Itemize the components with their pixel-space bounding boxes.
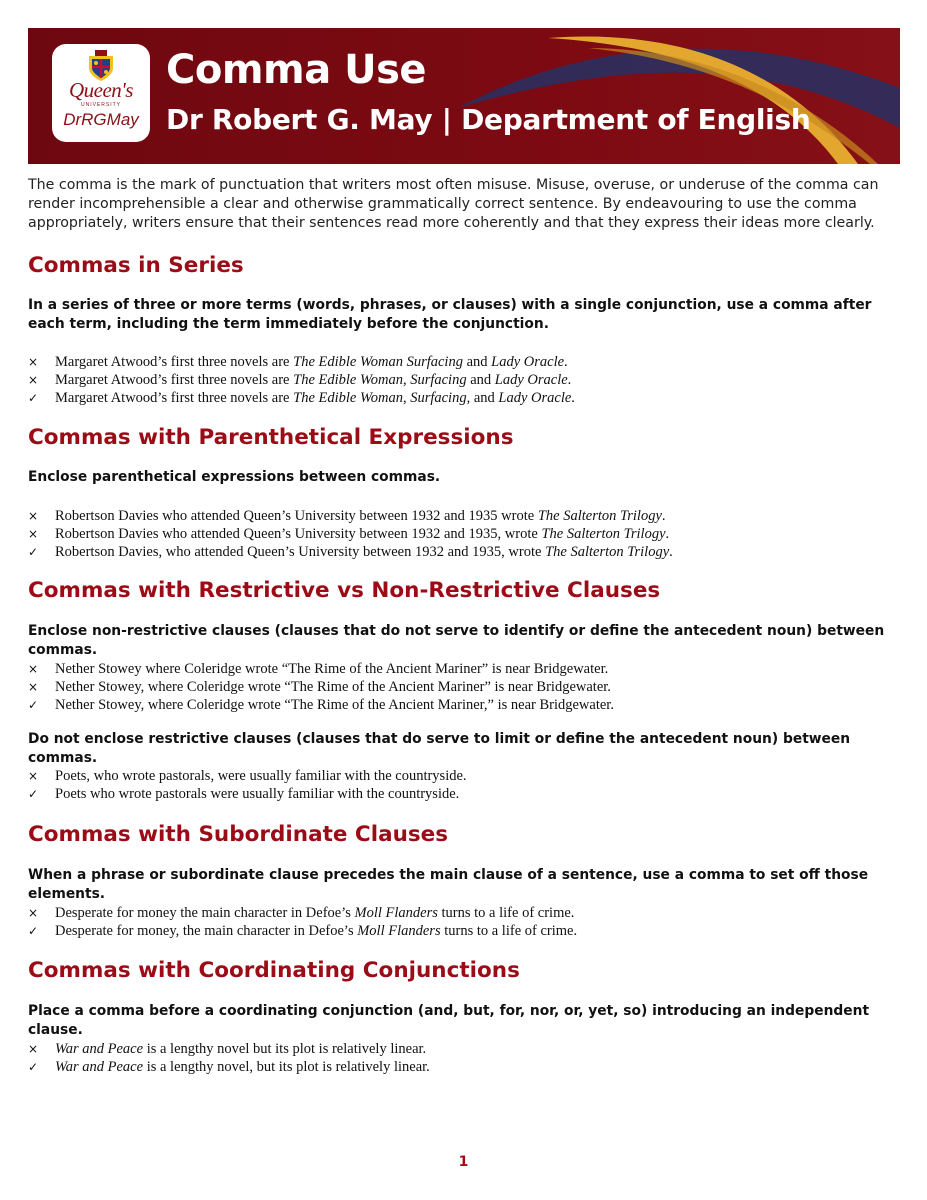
intro-paragraph: The comma is the mark of punctuation that writers most often misuse. Misuse, overuse, or underuse of the comma can render incomprehensible a clear and otherwise grammatically correct sentence. By endeavouring to use the comma appropriately, writers ensure that their sentences read more coherently and that they express their ideas more clearly. bbox=[28, 177, 879, 231]
cross-icon: × bbox=[28, 509, 39, 523]
section-subordinate bbox=[28, 821, 900, 939]
example-list bbox=[28, 904, 900, 940]
example-text: . bbox=[665, 526, 670, 542]
check-icon: ✓ bbox=[28, 545, 39, 559]
example-list bbox=[28, 1040, 900, 1076]
example-text: . bbox=[661, 508, 666, 524]
incorrect-example bbox=[28, 660, 900, 678]
incorrect-example bbox=[28, 767, 900, 785]
example-text: Nether Stowey where Coleridge wrote “The Rime of the Ancient Mariner” is near Bridgewater. bbox=[55, 661, 609, 677]
cross-icon: × bbox=[28, 906, 39, 920]
example-text: Robertson Davies who attended Queen’s University between 1932 and 1935 wrote bbox=[55, 508, 538, 524]
page-title: Comma Use bbox=[166, 47, 427, 93]
example-list bbox=[28, 767, 900, 803]
incorrect-example bbox=[28, 353, 900, 371]
section-commas-in-series bbox=[28, 252, 900, 406]
work-title: Lady Oracle bbox=[498, 390, 572, 406]
check-icon: ✓ bbox=[28, 787, 39, 801]
rule-text: Enclose non-restrictive clauses (clauses that do not serve to identify or define the antecedent noun) between commas. bbox=[28, 623, 885, 658]
example-text: . bbox=[669, 544, 673, 560]
work-title: Surfacing bbox=[410, 372, 467, 388]
example-text: , bbox=[402, 390, 411, 406]
cross-icon: × bbox=[28, 680, 39, 694]
example-text: Margaret Atwood’s first three novels are bbox=[55, 390, 294, 406]
cross-icon: × bbox=[28, 769, 39, 783]
example-text: turns to a life of crime. bbox=[440, 923, 578, 939]
work-title: Lady Oracle bbox=[491, 354, 565, 370]
work-title: War and Peace bbox=[55, 1041, 144, 1057]
section-heading: Commas with Restrictive vs Non-Restrictive Clauses bbox=[28, 578, 661, 603]
cross-icon: × bbox=[28, 1042, 39, 1056]
work-title: The Edible Woman Surfacing bbox=[293, 354, 463, 370]
incorrect-example bbox=[28, 371, 900, 389]
logo-wordmark: Queen's bbox=[69, 78, 133, 102]
section-heading: Commas with Coordinating Conjunctions bbox=[28, 958, 520, 983]
rule-text: Place a comma before a coordinating conjunction (and, but, for, nor, or, yet, so) introducing an independent clause. bbox=[28, 1003, 870, 1038]
check-icon: ✓ bbox=[28, 391, 39, 405]
example-text: and bbox=[462, 354, 492, 370]
work-title: Lady Oracle bbox=[494, 372, 568, 388]
example-text: Poets, who wrote pastorals, were usually familiar with the countryside. bbox=[55, 768, 467, 784]
work-title: Moll Flanders bbox=[357, 923, 441, 939]
check-icon: ✓ bbox=[28, 924, 39, 938]
work-title: The Salterton Trilogy bbox=[537, 508, 662, 524]
example-text: , bbox=[402, 372, 411, 388]
work-title: The Salterton Trilogy bbox=[545, 544, 670, 560]
work-title: The Edible Woman bbox=[293, 372, 403, 388]
example-text: Robertson Davies who attended Queen’s University between 1932 and 1935, wrote bbox=[55, 526, 542, 542]
example-list bbox=[28, 660, 900, 714]
example-text: . bbox=[564, 354, 568, 370]
section-coordinating bbox=[28, 957, 900, 1075]
incorrect-example bbox=[28, 678, 900, 696]
example-list bbox=[28, 353, 900, 407]
incorrect-example bbox=[28, 525, 900, 543]
example-text: turns to a life of crime. bbox=[437, 905, 575, 921]
cross-icon: × bbox=[28, 662, 39, 676]
swoosh-decoration bbox=[28, 28, 900, 164]
cross-icon: × bbox=[28, 527, 39, 541]
work-title: Surfacing bbox=[410, 390, 467, 406]
example-text: Nether Stowey, where Coleridge wrote “The Rime of the Ancient Mariner,” is near Bridgewater. bbox=[55, 697, 614, 713]
rule-text: In a series of three or more terms (words, phrases, or clauses) with a single conjunction, use a comma after each term, including the term immediately before the conjunction. bbox=[28, 297, 872, 332]
check-icon: ✓ bbox=[28, 1060, 39, 1074]
example-text: , and bbox=[466, 390, 499, 406]
section-restrictive bbox=[28, 577, 900, 802]
example-text: . bbox=[567, 372, 572, 388]
correct-example bbox=[28, 696, 900, 714]
correct-example bbox=[28, 543, 900, 561]
cross-icon: × bbox=[28, 373, 39, 387]
section-heading: Commas in Series bbox=[28, 253, 244, 278]
example-text: Robertson Davies, who attended Queen’s University between 1932 and 1935, wrote bbox=[55, 544, 546, 560]
example-text: . bbox=[571, 390, 575, 406]
work-title: The Edible Woman bbox=[293, 390, 403, 406]
check-icon: ✓ bbox=[28, 698, 39, 712]
section-heading: Commas with Parenthetical Expressions bbox=[28, 425, 514, 450]
incorrect-example bbox=[28, 507, 900, 525]
example-text: Margaret Atwood’s first three novels are bbox=[55, 372, 294, 388]
cross-icon: × bbox=[28, 355, 39, 369]
example-text: Margaret Atwood’s first three novels are bbox=[55, 354, 294, 370]
page-subtitle: Dr Robert G. May | Department of English bbox=[166, 103, 811, 136]
correct-example bbox=[28, 1058, 900, 1076]
rule-text: Enclose parenthetical expressions between commas. bbox=[28, 469, 441, 485]
example-text: and bbox=[466, 372, 495, 388]
example-list bbox=[28, 507, 900, 561]
work-title: Moll Flanders bbox=[354, 905, 438, 921]
work-title: War and Peace bbox=[55, 1059, 144, 1075]
work-title: The Salterton Trilogy bbox=[541, 526, 666, 542]
correct-example bbox=[28, 785, 900, 803]
rule-text: When a phrase or subordinate clause precedes the main clause of a sentence, use a comma to set off those elements. bbox=[28, 867, 869, 902]
incorrect-example bbox=[28, 904, 900, 922]
example-text: Poets who wrote pastorals were usually familiar with the countryside. bbox=[55, 786, 460, 802]
rule-text: Do not enclose restrictive clauses (clauses that do serve to limit or define the antecedent noun) between commas. bbox=[28, 731, 851, 766]
correct-example bbox=[28, 389, 900, 407]
logo-handle: DrRGMay bbox=[63, 110, 139, 129]
university-logo bbox=[52, 44, 150, 142]
page-number: 1 bbox=[458, 1154, 469, 1170]
section-parenthetical bbox=[28, 424, 900, 560]
example-text: is a lengthy novel, but its plot is relatively linear. bbox=[143, 1059, 430, 1075]
example-text: is a lengthy novel but its plot is relatively linear. bbox=[143, 1041, 427, 1057]
example-text: Desperate for money the main character in Defoe’s bbox=[55, 905, 355, 921]
correct-example bbox=[28, 922, 900, 940]
example-text: Nether Stowey, where Coleridge wrote “The Rime of the Ancient Mariner” is near Bridgewater. bbox=[55, 679, 611, 695]
example-text: Desperate for money, the main character in Defoe’s bbox=[55, 923, 358, 939]
logo-university: UNIVERSITY bbox=[80, 102, 121, 108]
header-banner bbox=[28, 28, 900, 164]
incorrect-example bbox=[28, 1040, 900, 1058]
section-heading: Commas with Subordinate Clauses bbox=[28, 822, 449, 847]
